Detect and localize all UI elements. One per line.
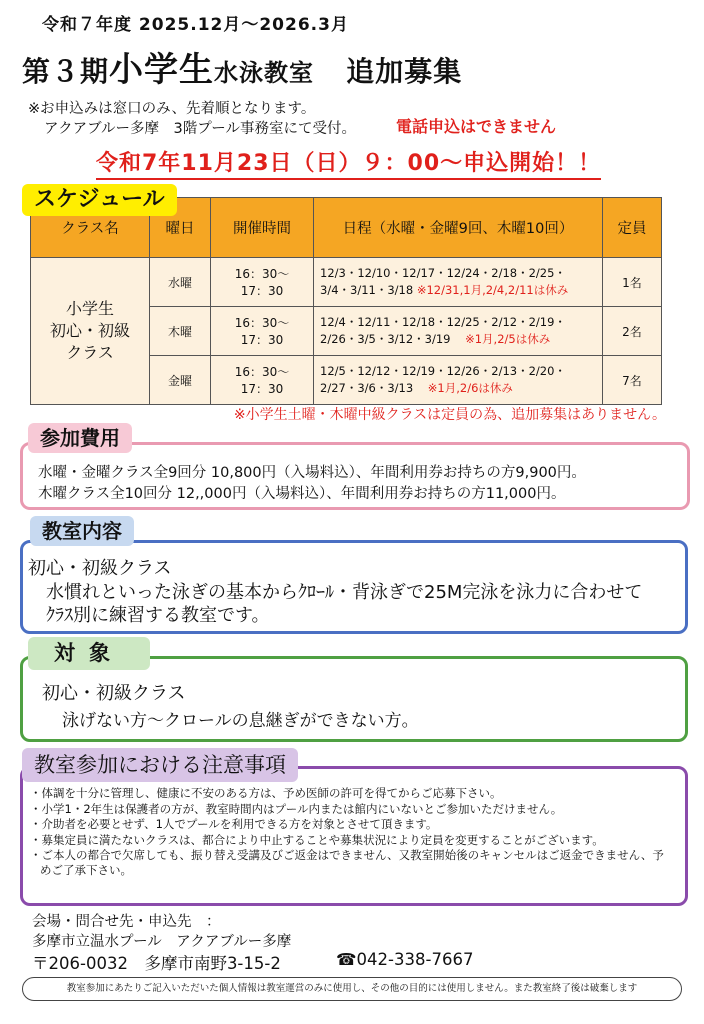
target-description: 泳げない方～クロールの息継ぎができない方。 [62, 711, 419, 731]
class-name-cell [31, 258, 150, 405]
weekday-cell: 木曜 [150, 307, 211, 356]
list-item: ・小学1・2年生は保護者の方が、教室時間内はプール内または館内にいないとご参加いただけません。 [30, 801, 563, 816]
holiday-note: ※12/31,1月,2/4,2/11は休み [416, 283, 569, 297]
capacity-cell: 7名 [603, 356, 662, 405]
weekday-cell: 水曜 [150, 258, 211, 307]
content-description: 水慣れといった泳ぎの基本からｸﾛｰﾙ・背泳ぎで25M完泳を泳力に合わせて [46, 582, 643, 603]
title-part-recruit: 追加募集 [346, 55, 463, 88]
schedule-table [30, 197, 662, 405]
dates-line: 2/27・3/6・3/13 [320, 381, 414, 395]
header-dates: 日程（水曜・金曜9回、木曜10回） [314, 198, 603, 258]
header-capacity: 定員 [603, 198, 662, 258]
venue-address: 〒206-0032 多摩市南野3-15-2 [32, 954, 281, 973]
caution-list [30, 786, 670, 879]
content-class-name: 初心・初級クラス [28, 558, 172, 579]
header-class-name: クラス名 [31, 198, 150, 258]
privacy-footer: 教室参加にあたりご記入いただいた個人情報は教室運営のみに使用し、その他の目的には使用しません。また教室終了後は破棄します [22, 977, 682, 1001]
dates-line: 12/5・12/12・12/19・12/26・2/13・2/20・ [320, 364, 566, 378]
time-end: 17：30 [240, 284, 284, 298]
class-name-line: 初心・初級 [49, 321, 130, 340]
content-description-cont: ｸﾗｽ別に練習する教室です。 [46, 605, 270, 626]
list-item: ・体調を十分に管理し、健康に不安のある方は、予め医師の許可を得てからご応募下さい。 [30, 786, 502, 800]
title-part-grade: 小学生 [109, 50, 215, 90]
page-title [22, 42, 462, 91]
list-item: ・介助者を必要とせず、1人でプールを利用できる方を対象とさせて頂きます。 [30, 817, 438, 831]
time-cell [211, 356, 314, 405]
target-tag: 対象 [28, 637, 150, 670]
time-end: 17：30 [240, 333, 284, 347]
class-name-line: 小学生 [65, 299, 114, 318]
time-end: 17：30 [240, 382, 284, 396]
title-part-class: 水泳教室 [214, 59, 315, 87]
fee-line-thu: 木曜クラス全10回分 12,,000円（入場料込）、年間利用券お持ちの方11,000円。 [38, 486, 566, 502]
capacity-cell: 1名 [603, 258, 662, 307]
caution-tag: 教室参加における注意事項 [22, 748, 298, 782]
schedule-tag: スケジュール [22, 184, 177, 216]
class-name-line: クラス [66, 343, 114, 362]
dates-cell [314, 356, 603, 405]
dates-line: 12/4・12/11・12/18・12/25・2/12・2/19・ [320, 315, 566, 329]
header-weekday: 曜日 [150, 198, 211, 258]
dates-cell [314, 258, 603, 307]
list-item: ・ご本人の都合で欠席しても、振り替え受講及びご返金はできません、又教室開始後のキャンセルはご返金できません、予めご了承下さい。 [30, 848, 664, 877]
period-text: 令和７年度 2025.12月～2026.3月 [42, 15, 349, 35]
dates-line: 2/26・3/5・3/12・3/19 [320, 332, 451, 346]
weekday-cell: 金曜 [150, 356, 211, 405]
fee-line-wed-fri: 水曜・金曜クラス全9回分 10,800円（入場料込）、年間利用券お持ちの方9,900円。 [38, 465, 586, 481]
title-part-term: 第３期 [22, 55, 110, 88]
notice-window-only: ※お申込みは窓口のみ、先着順となります。 [28, 101, 316, 117]
holiday-note: ※1月,2/5は休み [465, 332, 551, 346]
time-start: 16：30～ [234, 365, 290, 379]
dates-line: 3/4・3/11・3/18 [320, 283, 414, 297]
venue-name: 多摩市立温水プール アクアブルー多摩 [32, 934, 292, 950]
notice-no-phone: 電話申込はできません [396, 117, 557, 136]
list-item: ・募集定員に満たないクラスは、都合により中止することや募集状況により定員を変更することがございます。 [30, 832, 604, 847]
target-class-name: 初心・初級クラス [42, 683, 186, 704]
holiday-note: ※1月,2/6は休み [427, 381, 513, 395]
capacity-cell: 2名 [603, 307, 662, 356]
content-tag: 教室内容 [30, 516, 134, 546]
venue-phone: ☎042-338-7667 [336, 950, 474, 969]
time-start: 16：30～ [234, 316, 290, 330]
venue-label: 会場・問合せ先・申込先 ： [32, 914, 221, 930]
application-start-date: 令和7年11月23日（日）９：00～申込開始！！ [96, 150, 601, 180]
header-time: 開催時間 [211, 198, 314, 258]
dates-line: 12/3・12/10・12/17・12/24・2/18・2/25・ [320, 266, 566, 280]
table-row [31, 258, 662, 307]
time-cell [211, 258, 314, 307]
notice-reception-place: アクアブルー多摩 3階プール事務室にて受付。 [44, 121, 356, 137]
dates-cell [314, 307, 603, 356]
no-recruit-note: ※小学生土曜・木曜中級クラスは定員の為、追加募集はありません。 [233, 407, 666, 423]
time-cell [211, 307, 314, 356]
fee-tag: 参加費用 [28, 423, 132, 453]
time-start: 16：30～ [234, 267, 290, 281]
